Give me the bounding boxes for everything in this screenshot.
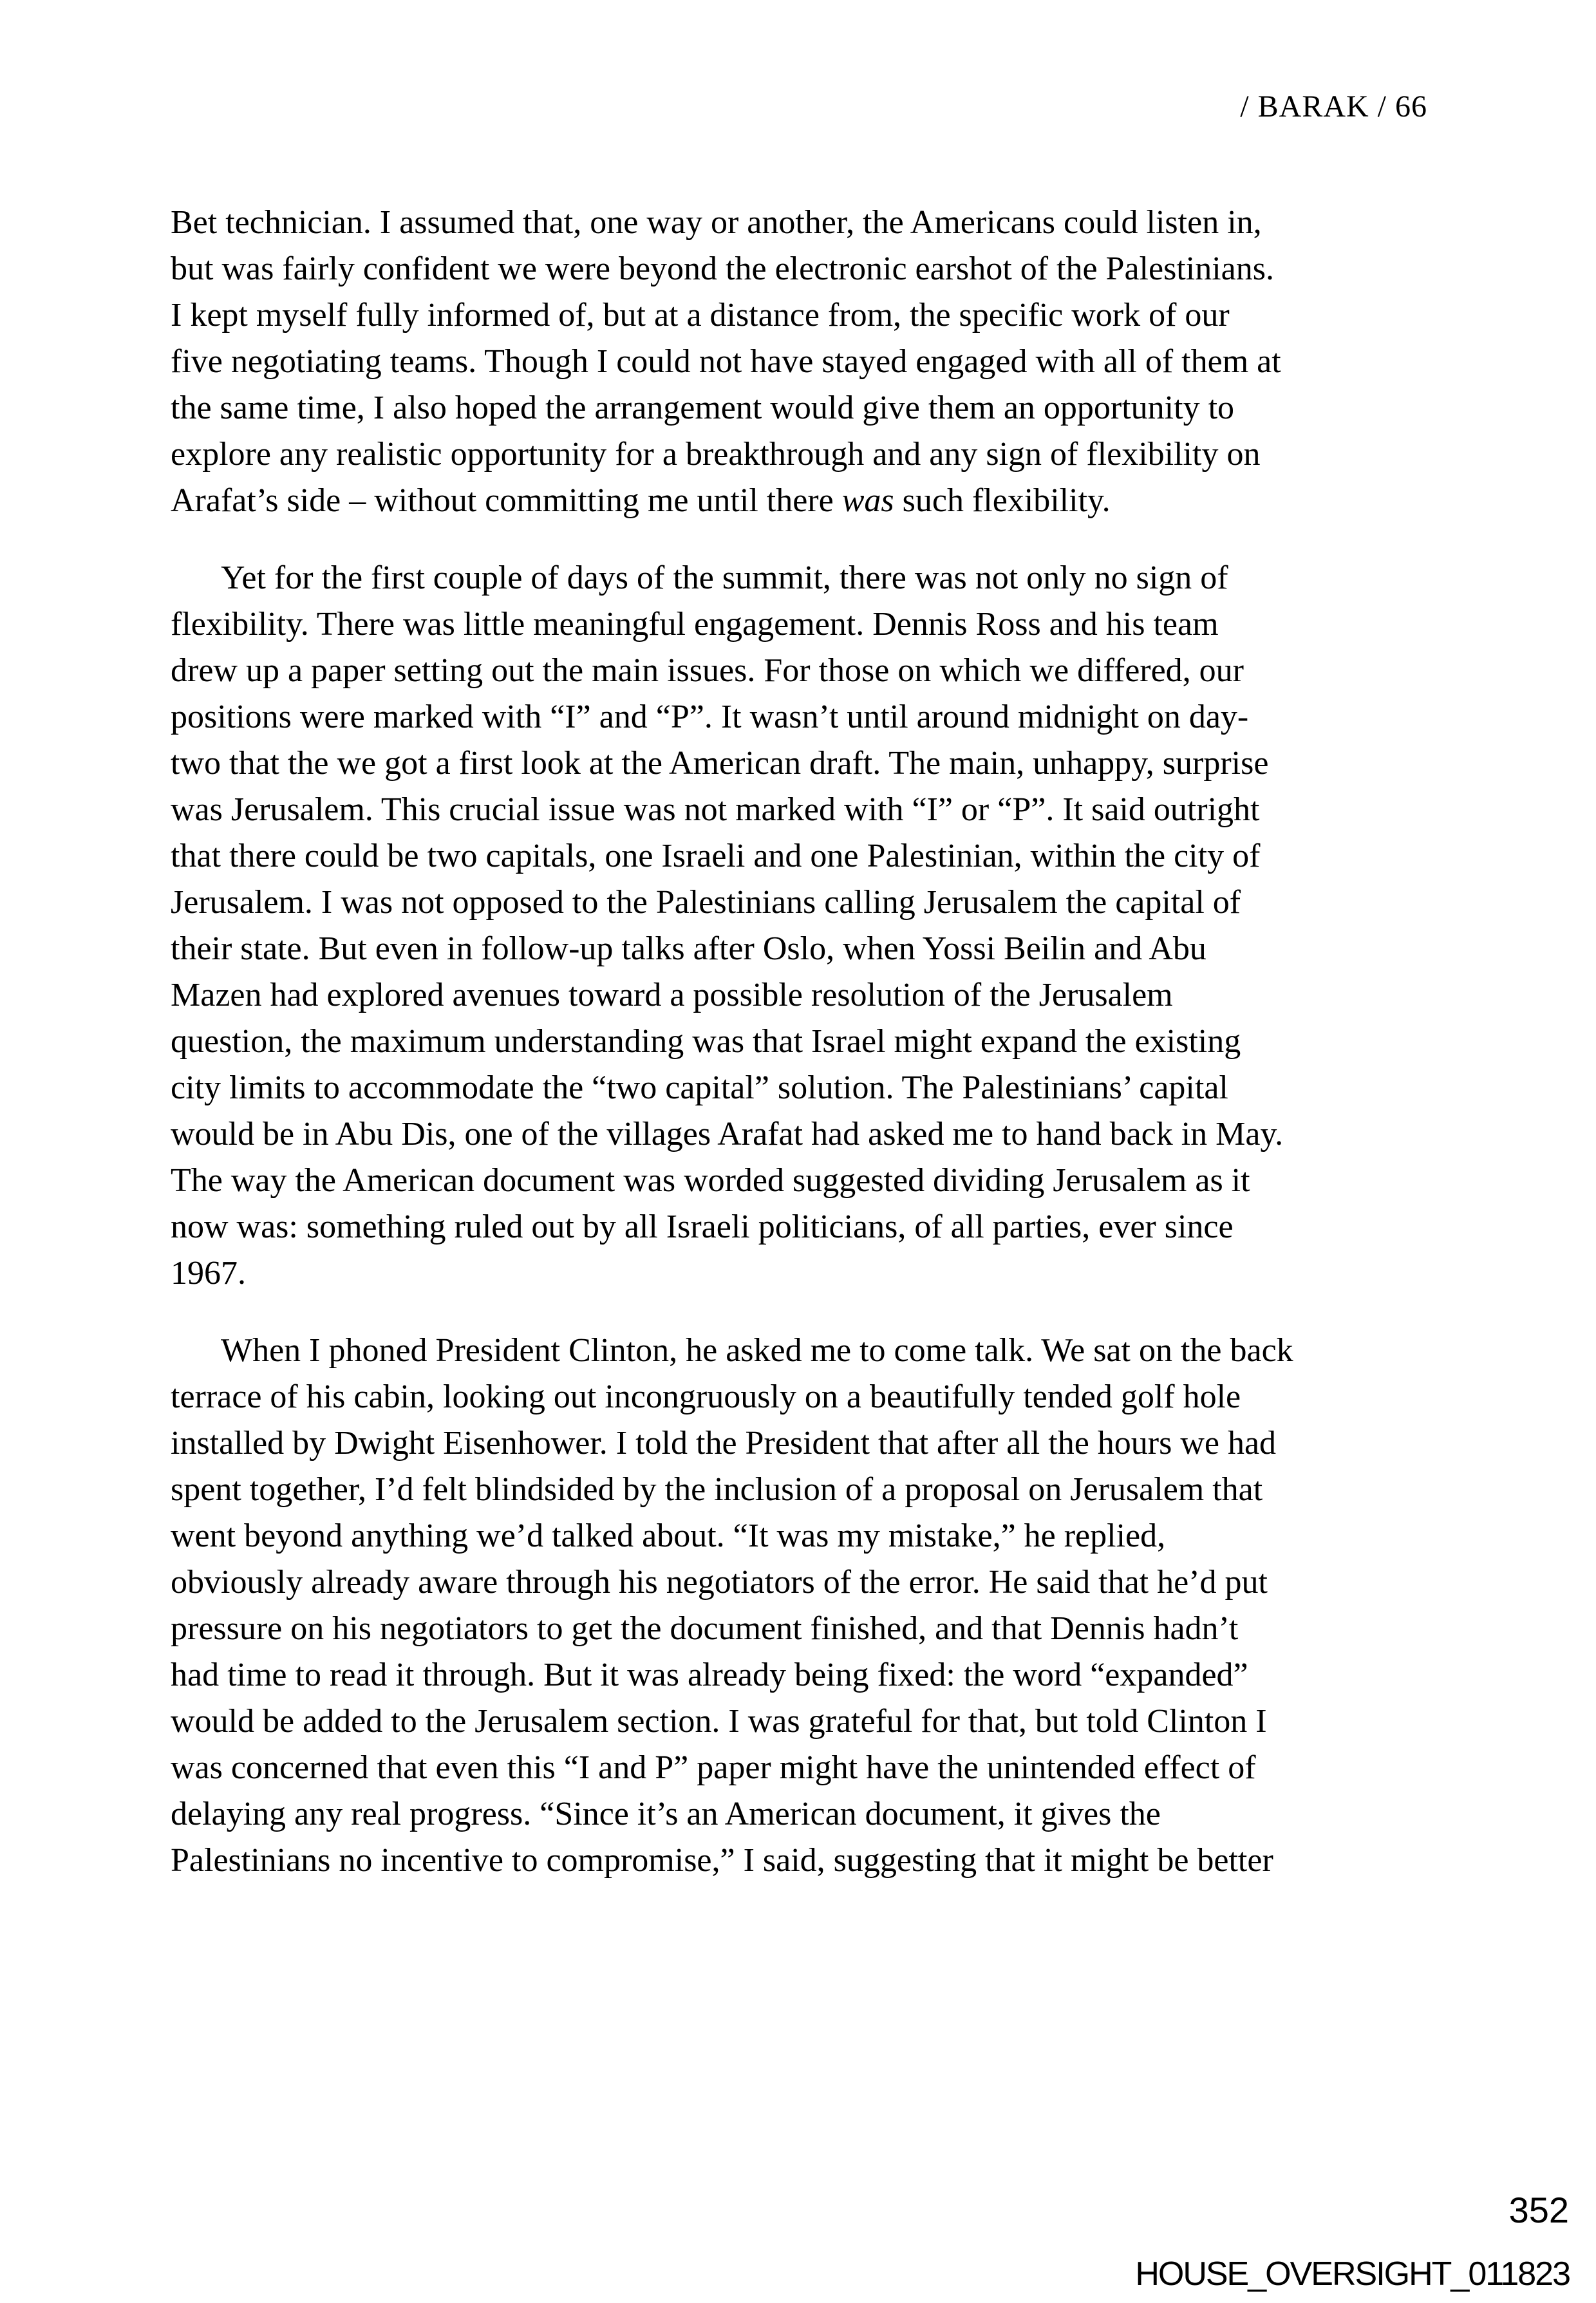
paragraph-1	[171, 200, 1293, 524]
text-line: was Jerusalem. This crucial issue was not marked with “I” or “P”. It said outright	[171, 791, 1260, 828]
bates-stamp: HOUSE_OVERSIGHT_011823	[1135, 2255, 1570, 2293]
text-line: had time to read it through. But it was already being fixed: the word “expanded”	[171, 1657, 1248, 1693]
text-line: would be added to the Jerusalem section. I was grateful for that, but told Clinton I	[171, 1703, 1267, 1740]
text-line: now was: something ruled out by all Israeli politicians, of all parties, ever since	[171, 1208, 1234, 1245]
text-line: question, the maximum understanding was that Israel might expand the existing	[171, 1023, 1241, 1060]
emphasized-word: was	[841, 482, 894, 519]
paragraph-2	[171, 555, 1293, 1297]
text-line: Mazen had explored avenues toward a possible resolution of the Jerusalem	[171, 977, 1173, 1013]
text-line: positions were marked with “I” and “P”. It wasn’t until around midnight on day-	[171, 699, 1249, 735]
text-line: explore any realistic opportunity for a breakthrough and any sign of flexibility on	[171, 436, 1261, 473]
text-line: their state. But even in follow-up talks after Oslo, when Yossi Beilin and Abu	[171, 930, 1206, 967]
text-line: Bet technician. I assumed that, one way or another, the Americans could listen in,	[171, 204, 1262, 241]
text-line: went beyond anything we’d talked about. “It was my mistake,” he replied,	[171, 1518, 1166, 1554]
text-line: would be in Abu Dis, one of the villages Arafat had asked me to hand back in May.	[171, 1116, 1284, 1152]
text-line: 1967.	[171, 1255, 246, 1292]
text-line: two that the we got a first look at the American draft. The main, unhappy, surprise	[171, 745, 1269, 782]
text-line: Palestinians no incentive to compromise,” I said, suggesting that it might be better	[171, 1842, 1273, 1879]
page-number: 352	[1508, 2190, 1569, 2230]
text-line: pressure on his negotiators to get the document finished, and that Dennis hadn’t	[171, 1610, 1239, 1647]
text-line: was concerned that even this “I and P” paper might have the unintended effect of	[171, 1749, 1256, 1786]
body-text	[171, 200, 1293, 1884]
text-line: I kept myself fully informed of, but at a distance from, the specific work of our	[171, 297, 1230, 334]
text-line: five negotiating teams. Though I could not have stayed engaged with all of them at	[171, 343, 1281, 380]
paragraph-3	[171, 1328, 1293, 1884]
text-line: Yet for the first couple of days of the summit, there was not only no sign of	[221, 559, 1228, 596]
text-line: that there could be two capitals, one Israeli and one Palestinian, within the city of	[171, 838, 1261, 874]
text-segment: Arafat’s side – without committing me until there	[171, 482, 842, 519]
text-line: drew up a paper setting out the main issues. For those on which we differed, our	[171, 652, 1244, 689]
text-line: delaying any real progress. “Since it’s an American document, it gives the	[171, 1796, 1161, 1832]
running-header: / BARAK / 66	[1240, 89, 1427, 124]
text-line: installed by Dwight Eisenhower. I told the President that after all the hours we had	[171, 1425, 1277, 1462]
text-line: The way the American document was worded suggested dividing Jerusalem as it	[171, 1162, 1250, 1199]
text-line: flexibility. There was little meaningful engagement. Dennis Ross and his team	[171, 606, 1219, 643]
text-line: When I phoned President Clinton, he asked me to come talk. We sat on the back	[221, 1332, 1293, 1369]
text-line: the same time, I also hoped the arrangement would give them an opportunity to	[171, 390, 1235, 426]
text-line: city limits to accommodate the “two capital” solution. The Palestinians’ capital	[171, 1069, 1228, 1106]
text-line: Jerusalem. I was not opposed to the Palestinians calling Jerusalem the capital of	[171, 884, 1241, 921]
text-line: terrace of his cabin, looking out incongruously on a beautifully tended golf hole	[171, 1378, 1241, 1415]
text-line: but was fairly confident we were beyond the electronic earshot of the Palestinians.	[171, 250, 1274, 287]
text-line-with-emphasis	[171, 478, 1293, 524]
text-line: spent together, I’d felt blindsided by the inclusion of a proposal on Jerusalem that	[171, 1471, 1263, 1508]
text-segment: such flexibility.	[894, 482, 1111, 519]
text-line: obviously already aware through his negotiators of the error. He said that he’d put	[171, 1564, 1268, 1601]
